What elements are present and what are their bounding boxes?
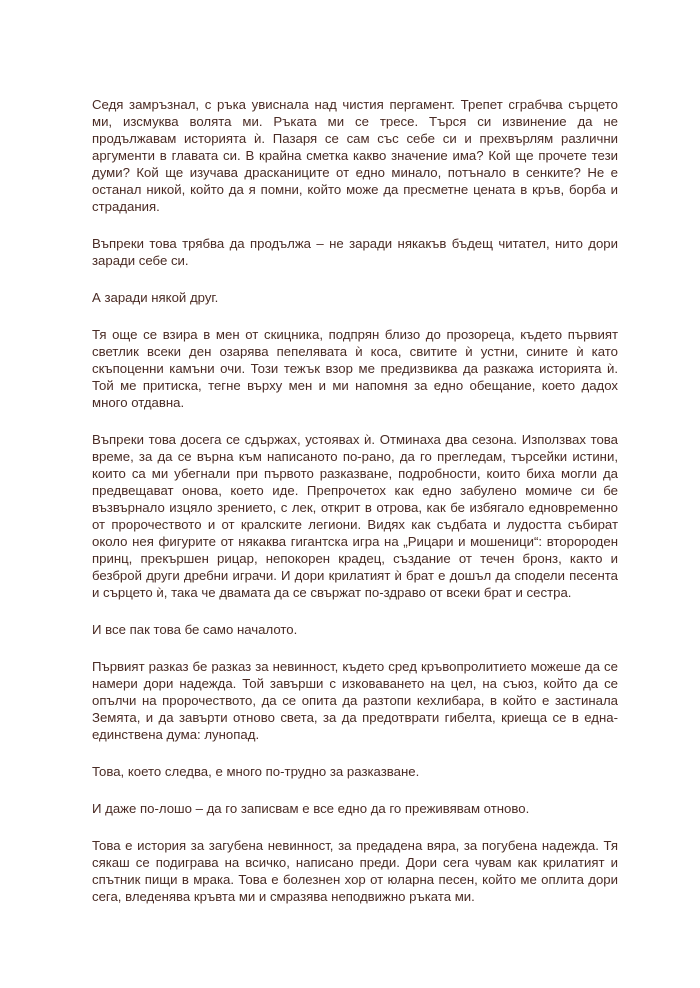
paragraph-4: Тя още се взира в мен от скицника, подпрян близо до прозореца, където първият светлик всеки ден озарява пепелявата ѝ коса, свитите ѝ устни, сините ѝ като скъпоценни камъни очи. Този тежък взор ме предизвиква да разкажа историята ѝ. Той ме притиска, тегне върху мен и ми напомня за едно обещание, което дадох много отдавна. [92, 327, 618, 410]
paragraph-9: И даже по-лошо – да го записвам е все едно да го преживявам отново. [92, 801, 530, 816]
paragraph-6: И все пак това бе само началото. [92, 622, 298, 637]
paragraph-7: Първият разказ бе разказ за невинност, където сред кръвопролитието можеше да се намери дори надежда. Той завърши с изковаването на цел, на съюз, който да се опълчи на пророчеството, да се опита да разтопи кехлибара, в който е застинала Земята, и да завърти отново света, за да предотврати гибелта, криеща се в една-единствена дума: лунопад. [92, 659, 618, 742]
paragraph-3: А заради някой друг. [92, 290, 219, 305]
paragraph-8: Това, което следва, е много по-трудно за разказване. [92, 764, 420, 779]
document-body [92, 96, 618, 925]
paragraph-2: Въпреки това трябва да продължа – не заради някакъв бъдещ читател, нито дори заради себе си. [92, 236, 618, 268]
paragraph-5: Въпреки това досега се сдържах, устоявах ѝ. Отминаха два сезона. Използвах това време, за да се върна към написаното по-рано, да го прегледам, търсейки истини, които са ми убегнали при първото разказване, подробности, които биха могли да предвещават онова, което иде. Препрочетох как едно забулено момиче си бе възвърнало изцяло зрението, с лек, открит в отрова, как бе избягало едновременно от пророчеството и от кралските легиони. Видях как съдбата и лудостта събират около нея фигурите от някаква гигантска игра на „Рицари и мошеници“: второроден принц, прекършен рицар, непокорен крадец, създание от течен бронз, както и безброй други дребни играчи. И дори крилатият ѝ брат е дошъл да сподели песента и сърцето ѝ, така че двамата да се свържат по-здраво от всеки брат и сестра. [92, 432, 618, 600]
paragraph-10: Това е история за загубена невинност, за предадена вяра, за погубена надежда. Тя сякаш се подиграва на всичко, написано преди. Дори сега чувам как крилатият и спътник пищи в мрака. Това е болезнен хор от юларна песен, който ме оплита дори сега, вледенява кръвта ми и смразява неподвижно ръката ми. [92, 838, 618, 904]
paragraph-1: Седя замръзнал, с ръка увиснала над чистия пергамент. Трепет сграбчва сърцето ми, изсмуква волята ми. Ръката ми се тресе. Търся си извинение да не продължавам историята ѝ. Пазаря се сам със себе си и прехвърлям различни аргументи в главата си. В крайна сметка какво значение има? Кой ще прочете тези думи? Кой ще изучава драсканиците от едно минало, потънало в сенките? Не е останал никой, който да я помни, който може да пресметне цената в кръв, борба и страдания. [92, 97, 618, 214]
